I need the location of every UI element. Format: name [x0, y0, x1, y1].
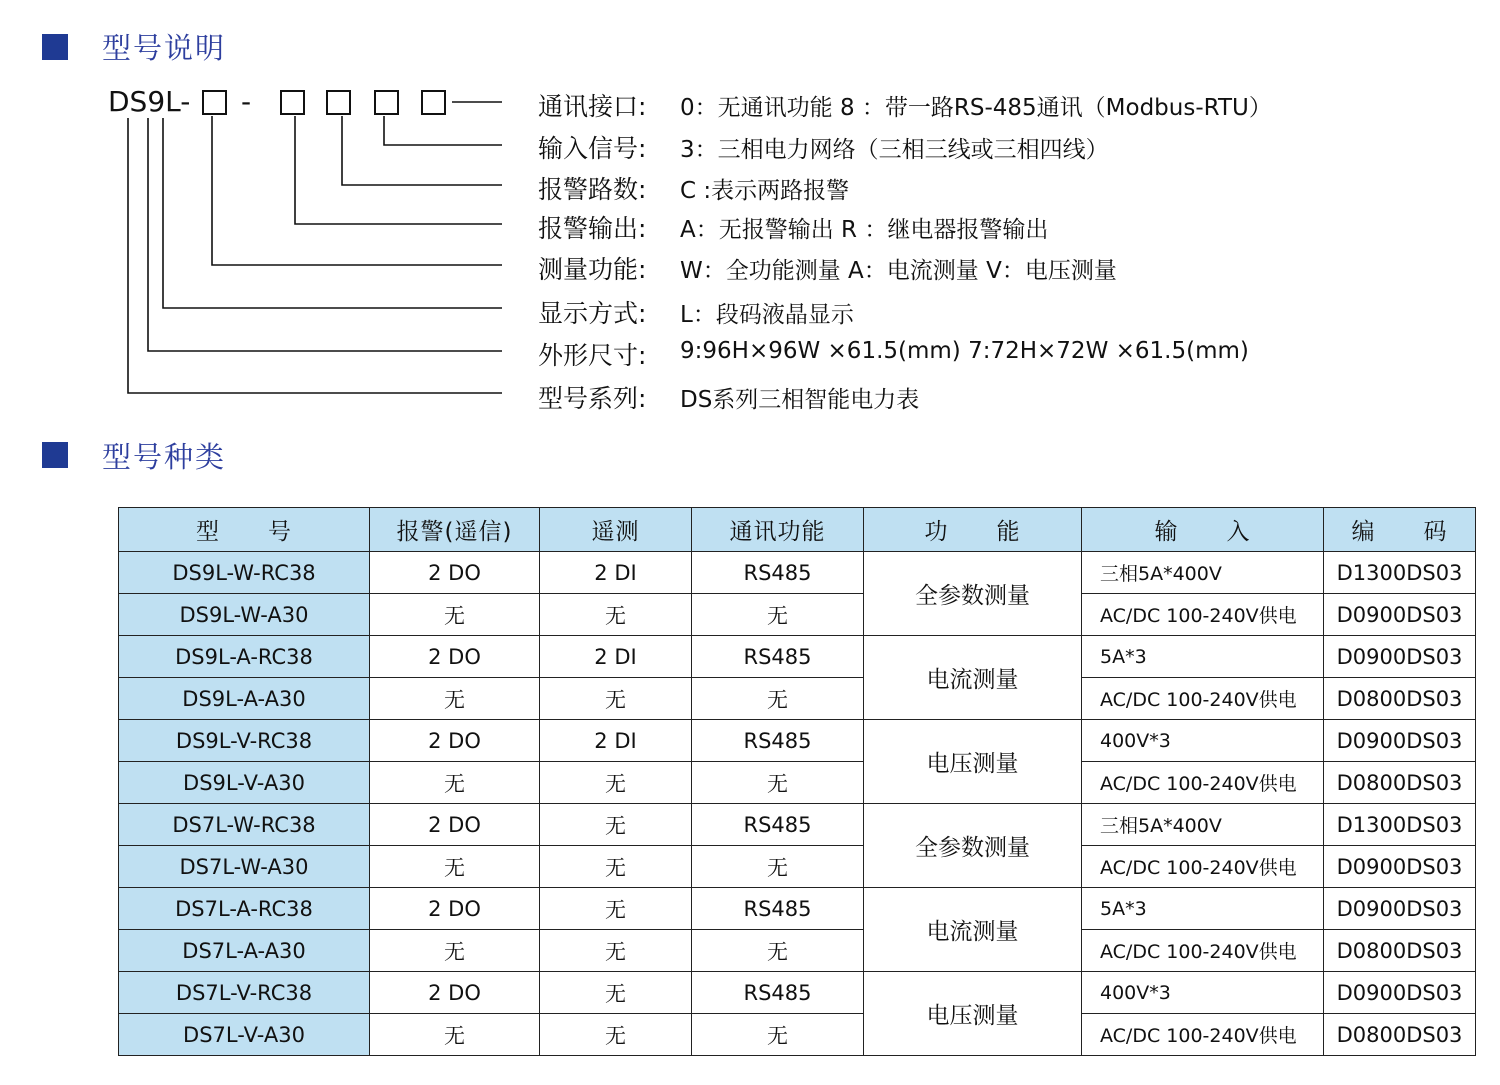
cell-comm: RS485: [692, 888, 864, 930]
table-row: [119, 888, 1476, 930]
cell-model: DS9L-V-A30: [119, 762, 370, 804]
cell-model: DS7L-A-RC38: [119, 888, 370, 930]
option-text-display: L：段码液晶显示: [680, 302, 854, 328]
option-text-series: DS系列三相智能电力表: [680, 387, 920, 413]
cell-model: DS7L-A-A30: [119, 930, 370, 972]
cell-telemetry: 无: [540, 930, 692, 972]
cell-input: 400V*3: [1082, 972, 1324, 1014]
option-text-measure: W：全功能测量 A：电流测量 V：电压测量: [680, 258, 1117, 284]
cell-code: D0900DS03: [1324, 846, 1476, 888]
code-box-alarm-output: [281, 91, 304, 114]
option-label-comm: 通讯接口:: [538, 92, 647, 121]
cell-function: 全参数测量: [864, 804, 1082, 888]
cell-telemetry: 无: [540, 888, 692, 930]
cell-input: 三相5A*400V: [1082, 552, 1324, 594]
cell-code: D1300DS03: [1324, 804, 1476, 846]
cell-telemetry: 2 DI: [540, 636, 692, 678]
cell-code: D1300DS03: [1324, 552, 1476, 594]
option-text-comm: 0：无通讯功能 8 ：带一路RS-485通讯（Modbus-RTU）: [680, 95, 1272, 121]
cell-comm: 无: [692, 762, 864, 804]
cell-comm: RS485: [692, 636, 864, 678]
cell-model: DS9L-V-RC38: [119, 720, 370, 762]
cell-input: 5A*3: [1082, 888, 1324, 930]
cell-code: D0800DS03: [1324, 762, 1476, 804]
cell-comm: RS485: [692, 972, 864, 1014]
option-text-input: 3：三相电力网络（三相三线或三相四线）: [680, 137, 1109, 163]
cell-comm: 无: [692, 594, 864, 636]
cell-comm: 无: [692, 1014, 864, 1056]
cell-alarm: 无: [370, 930, 540, 972]
cell-comm: 无: [692, 846, 864, 888]
cell-telemetry: 无: [540, 594, 692, 636]
model-code-dash: -: [241, 85, 252, 118]
table-row: [119, 720, 1476, 762]
option-label-alarm-output: 报警输出:: [538, 214, 647, 243]
cell-model: DS7L-V-RC38: [119, 972, 370, 1014]
cell-input: 三相5A*400V: [1082, 804, 1324, 846]
cell-telemetry: 无: [540, 846, 692, 888]
option-text-alarm-output: A：无报警输出 R ：继电器报警输出: [680, 217, 1049, 243]
cell-alarm: 无: [370, 1014, 540, 1056]
cell-code: D0900DS03: [1324, 636, 1476, 678]
cell-model: DS7L-V-A30: [119, 1014, 370, 1056]
option-label-display: 显示方式:: [538, 299, 647, 328]
cell-input: 5A*3: [1082, 636, 1324, 678]
model-code-prefix: DS9L-: [108, 85, 191, 118]
table-row: [119, 636, 1476, 678]
option-label-size: 外形尺寸:: [538, 341, 647, 370]
leader-lines: [128, 102, 502, 393]
table-row: [119, 552, 1476, 594]
cell-input: AC/DC 100-240V供电: [1082, 762, 1324, 804]
section-title-model-description: 型号说明: [102, 31, 227, 65]
cell-function: 电压测量: [864, 972, 1082, 1056]
option-label-alarm-count: 报警路数:: [538, 175, 647, 204]
table-row: [119, 762, 1476, 804]
header-input: 输 入: [1082, 508, 1324, 552]
option-text-size: 9:96H×96W ×61.5(mm) 7:72H×72W ×61.5(mm): [680, 338, 1249, 364]
cell-model: DS9L-W-RC38: [119, 552, 370, 594]
cell-input: AC/DC 100-240V供电: [1082, 1014, 1324, 1056]
cell-comm: 无: [692, 930, 864, 972]
header-function: 功 能: [864, 508, 1082, 552]
cell-telemetry: 无: [540, 678, 692, 720]
code-box-alarm-count: [327, 91, 350, 114]
cell-input: 400V*3: [1082, 720, 1324, 762]
table-row: [119, 804, 1476, 846]
cell-telemetry: 无: [540, 762, 692, 804]
cell-comm: 无: [692, 678, 864, 720]
cell-alarm: 2 DO: [370, 552, 540, 594]
code-box-measure: [203, 91, 226, 114]
cell-input: AC/DC 100-240V供电: [1082, 594, 1324, 636]
table-row: [119, 930, 1476, 972]
cell-code: D0900DS03: [1324, 594, 1476, 636]
cell-model: DS9L-W-A30: [119, 594, 370, 636]
cell-function: 电压测量: [864, 720, 1082, 804]
cell-code: D0900DS03: [1324, 888, 1476, 930]
header-telemetry: 遥测: [540, 508, 692, 552]
header-comm: 通讯功能: [692, 508, 864, 552]
cell-code: D0800DS03: [1324, 1014, 1476, 1056]
cell-function: 电流测量: [864, 636, 1082, 720]
cell-code: D0900DS03: [1324, 720, 1476, 762]
cell-code: D0800DS03: [1324, 930, 1476, 972]
code-box-input: [375, 91, 398, 114]
cell-function: 全参数测量: [864, 552, 1082, 636]
table-header-row: [119, 508, 1476, 552]
cell-alarm: 2 DO: [370, 636, 540, 678]
cell-comm: RS485: [692, 552, 864, 594]
cell-alarm: 无: [370, 594, 540, 636]
cell-code: D0900DS03: [1324, 972, 1476, 1014]
header-alarm: 报警(遥信): [370, 508, 540, 552]
cell-input: AC/DC 100-240V供电: [1082, 846, 1324, 888]
section-bullet-square: [42, 442, 68, 468]
option-text-alarm-count: C :表示两路报警: [680, 178, 850, 204]
cell-model: DS7L-W-RC38: [119, 804, 370, 846]
model-table: [118, 507, 1476, 1056]
cell-telemetry: 2 DI: [540, 720, 692, 762]
section-title-model-types: 型号种类: [102, 440, 227, 474]
cell-input: AC/DC 100-240V供电: [1082, 678, 1324, 720]
cell-function: 电流测量: [864, 888, 1082, 972]
cell-code: D0800DS03: [1324, 678, 1476, 720]
cell-alarm: 无: [370, 846, 540, 888]
code-box-comm: [422, 91, 445, 114]
table-row: [119, 1014, 1476, 1056]
option-label-measure: 测量功能:: [538, 255, 647, 284]
cell-comm: RS485: [692, 720, 864, 762]
table-row: [119, 678, 1476, 720]
option-label-series: 型号系列:: [538, 384, 647, 413]
cell-input: AC/DC 100-240V供电: [1082, 930, 1324, 972]
cell-telemetry: 无: [540, 804, 692, 846]
cell-comm: RS485: [692, 804, 864, 846]
table-row: [119, 972, 1476, 1014]
cell-model: DS9L-A-A30: [119, 678, 370, 720]
header-code: 编 码: [1324, 508, 1476, 552]
cell-telemetry: 2 DI: [540, 552, 692, 594]
cell-alarm: 2 DO: [370, 804, 540, 846]
cell-telemetry: 无: [540, 1014, 692, 1056]
option-label-input: 输入信号:: [538, 134, 647, 163]
table-row: [119, 594, 1476, 636]
cell-alarm: 2 DO: [370, 888, 540, 930]
cell-telemetry: 无: [540, 972, 692, 1014]
cell-alarm: 无: [370, 678, 540, 720]
table-row: [119, 846, 1476, 888]
cell-model: DS9L-A-RC38: [119, 636, 370, 678]
cell-alarm: 无: [370, 762, 540, 804]
cell-alarm: 2 DO: [370, 972, 540, 1014]
cell-alarm: 2 DO: [370, 720, 540, 762]
header-model: 型 号: [119, 508, 370, 552]
cell-model: DS7L-W-A30: [119, 846, 370, 888]
